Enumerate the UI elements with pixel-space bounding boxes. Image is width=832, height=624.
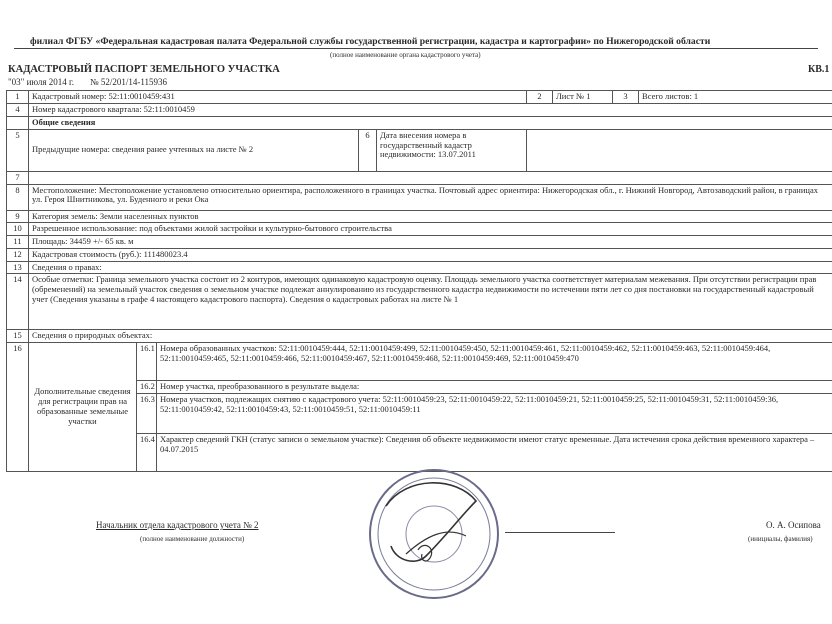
- subrow-num: 16.2: [137, 381, 157, 394]
- row-7-text: [29, 171, 832, 184]
- cadastral-value-text: Кадастровая стоимость (руб.): 111480023.4: [29, 248, 832, 261]
- previous-numbers-text: Предыдущие номера: сведения ранее учтенных на листе № 2: [29, 129, 359, 171]
- area-text: Площадь: 34459 +/- 65 кв. м: [29, 236, 832, 249]
- row-rights: [7, 261, 832, 274]
- row-cadastral-number: [7, 91, 832, 104]
- row-area: [7, 236, 832, 249]
- row-num: 4: [7, 104, 29, 117]
- official-seal-stamp: [366, 466, 502, 602]
- entry-date-text: Дата внесения номера в государственный кадастр недвижимости: 13.07.2011: [377, 129, 527, 171]
- row-num: 7: [7, 171, 29, 184]
- row-location: [7, 184, 832, 210]
- row-num: 11: [7, 236, 29, 249]
- row-num: 16: [7, 343, 29, 472]
- sheet-num: 2: [527, 91, 553, 104]
- row-cadastral-value: [7, 248, 832, 261]
- removed-parcels-text: Номера участков, подлежащих снятию с кадастрового учета: 52:11:0010459:23, 52:11:0010459:22, 52:11:0010459:21, 52:11:0010459:25, 52:11:0010459:31, 52:11:0010459:36, 52:11:0010459:42, 52:11:0010459:43, 52:11:0010459:51, 52:11:0010459:11: [157, 393, 832, 433]
- row-num: 10: [7, 223, 29, 236]
- permitted-use-text: Разрешенное использование: под объектами жилой застройки и культурно-бытового строительства: [29, 223, 832, 236]
- subrow-num: 16.4: [137, 433, 157, 471]
- sheet-label: Лист № 1: [553, 91, 613, 104]
- row-permitted-use: [7, 223, 832, 236]
- row-previous-numbers: [7, 129, 832, 171]
- row-num: 15: [7, 330, 29, 343]
- form-code: КВ.1: [808, 64, 830, 75]
- formed-parcels-text: Номера образованных участков: 52:11:0010459:444, 52:11:0010459:499, 52:11:0010459:450, 52:11:0010459:461, 52:11:0010459:462, 52:11:0010459:463, 52:11:0010459:464, 52:11:0010459:465, 52:11:0010459:466, 52:11:0010459:467, 52:11:0010459:468, 52:11:0010459:469, 52:11:0010459:470: [157, 343, 832, 381]
- cadastral-number-value: 52:11:0010459:431: [108, 91, 175, 101]
- row-special-notes: [7, 274, 832, 330]
- row-num: 13: [7, 261, 29, 274]
- cadastral-number-label: Кадастровый номер:: [32, 91, 107, 101]
- signature-line: [505, 532, 615, 533]
- row-num: 12: [7, 248, 29, 261]
- row-category: [7, 210, 832, 223]
- subrow-num: 16.1: [137, 343, 157, 381]
- natural-objects-text: Сведения о природных объектах:: [29, 330, 832, 343]
- row-natural-objects: [7, 330, 832, 343]
- sheets-label: Всего листов: 1: [639, 91, 832, 104]
- record-status-text: Характер сведений ГКН (статус записи о земельном участке): Сведения об объекте недвижимости имеют статус временные. Дата истечения срока действия временного характера – 04.07.2015: [157, 433, 832, 471]
- row-quarter: [7, 104, 832, 117]
- doc-number: № 52/201/14-115936: [90, 77, 168, 87]
- passport-table: [6, 90, 832, 472]
- special-notes-text: Особые отметки: Граница земельного участка состоит из 2 контуров, имеющих одинаковую кадастровую оценку. Площадь земельного участка соответствует материалам межевания. При отсутствии регистрации прав (обременений) на земельный участок сведения о земельном участке подлежат аннулированию из государственного кадастра недвижимости по истечении пяти лет со дня постановки на государственный кадастровый учет (Сведения указаны в графе 4 настоящего кадастрового паспорта). Сведения о кадастровых работах на листе № 1: [29, 274, 832, 330]
- doc-date: "03" июля 2014 г.: [8, 77, 74, 87]
- category-text: Категория земель: Земли населенных пунктов: [29, 210, 832, 223]
- transformed-parcel-text: Номер участка, преобразованного в результате выдела:: [157, 381, 832, 394]
- row-num: 8: [7, 184, 29, 210]
- row-general: [7, 117, 832, 130]
- org-underline: [14, 48, 818, 49]
- row-num: 6: [359, 129, 377, 171]
- quarter-text: Номер кадастрового квартала: 52:11:0010459: [29, 104, 832, 117]
- doc-title: КАДАСТРОВЫЙ ПАСПОРТ ЗЕМЕЛЬНОГО УЧАСТКА: [8, 64, 280, 75]
- row-7: [7, 171, 832, 184]
- rights-text: Сведения о правах:: [29, 261, 832, 274]
- row-num: 5: [7, 129, 29, 171]
- subrow-num: 16.3: [137, 393, 157, 433]
- org-line: филиал ФГБУ «Федеральная кадастровая палата Федеральной службы государственной регистрации, кадастра и картографии» по Нижегородской области: [30, 36, 711, 47]
- row-num: 14: [7, 274, 29, 330]
- row-num: 9: [7, 210, 29, 223]
- general-heading: Общие сведения: [29, 117, 832, 130]
- signer-name-caption: (инициалы, фамилия): [748, 535, 813, 543]
- signer-title-caption: (полное наименование должности): [140, 535, 245, 543]
- org-subcaption: (полное наименование органа кадастрового учета): [330, 51, 481, 59]
- row-num: 1: [7, 91, 29, 104]
- location-text: Местоположение: Местоположение установлено относительно ориентира, расположенного в границах участка. Почтовый адрес ориентира: Нижегородская обл., г. Нижний Новгород, Автозаводский район, в границах ул. Героя Шнитникова, ул. Буденного и реки Ока: [29, 184, 832, 210]
- additional-info-label: Дополнительные сведения для регистрации прав на образованные земельные участки: [29, 343, 137, 472]
- signer-name: О. А. Осипова: [766, 520, 821, 530]
- sheets-num: 3: [613, 91, 639, 104]
- row-16-1: [7, 343, 832, 381]
- signer-title: Начальник отдела кадастрового учета № 2: [96, 520, 259, 530]
